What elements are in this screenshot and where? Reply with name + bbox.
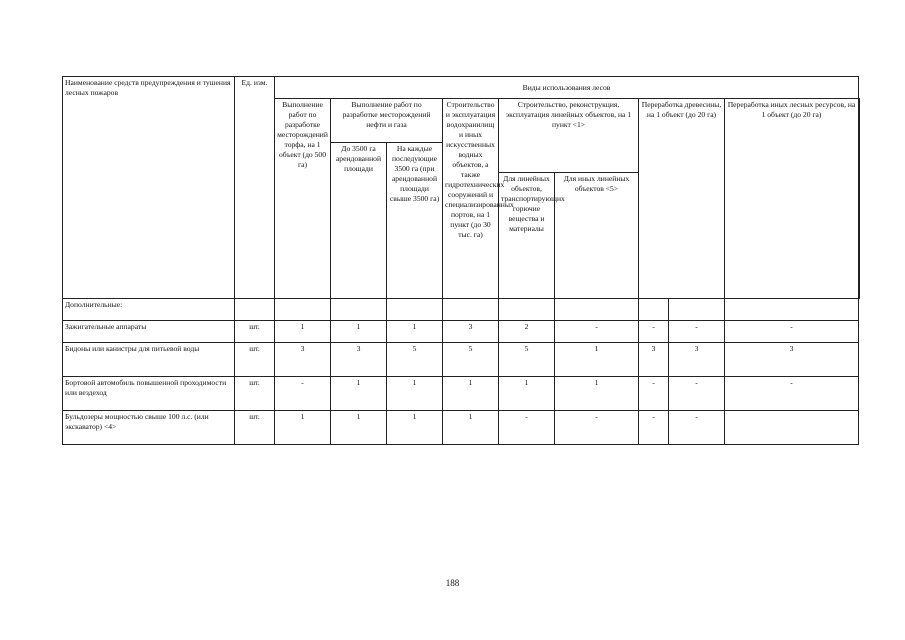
cell-value: - — [725, 321, 859, 343]
cell-value: 1 — [387, 321, 443, 343]
cell-value: - — [555, 321, 639, 343]
row-unit: шт. — [235, 377, 275, 411]
forest-fire-equipment-table — [62, 76, 860, 445]
cell-value: - — [639, 377, 669, 411]
row-unit: шт. — [235, 321, 275, 343]
header-oilgas-a: До 3500 га арендованной площади — [331, 143, 387, 299]
cell-value: 1 — [331, 321, 387, 343]
cell-value: 5 — [499, 343, 555, 377]
cell-value: 1 — [555, 377, 639, 411]
cell-value: 2 — [499, 321, 555, 343]
cell-value: 1 — [443, 411, 499, 445]
header-oilgas-b: На каждые последующие 3500 га (при арендованной площади свыше 3500 га) — [387, 143, 443, 299]
header-linear-a: Для линейных объектов, транспортирующих горючие вещества и материалы — [499, 173, 555, 299]
cell-value: 1 — [331, 377, 387, 411]
cell-value: - — [669, 377, 725, 411]
row-name: Бульдозеры мощностью свыше 100 л.с. (или экскаватор) <4> — [63, 411, 235, 445]
cell-value: 3 — [443, 321, 499, 343]
cell-value: - — [669, 411, 725, 445]
section-label: Дополнительные: — [63, 299, 235, 321]
cell-value: 5 — [387, 343, 443, 377]
cell-value: - — [555, 411, 639, 445]
cell-value: 1 — [555, 343, 639, 377]
header-peat: Выполнение работ по разработке месторождений торфа, на 1 объект (до 500 га) — [275, 99, 331, 299]
cell-value: 5 — [443, 343, 499, 377]
cell-value — [725, 411, 859, 445]
header-oilgas: Выполнение работ по разработке месторождений нефти и газа — [331, 99, 443, 143]
table-row — [63, 343, 860, 377]
page-number: 188 — [445, 578, 460, 588]
cell-value: 1 — [275, 321, 331, 343]
section-row — [63, 299, 860, 321]
cell-value: 1 — [275, 411, 331, 445]
header-name: Наименование средств предупреждения и тушения лесных пожаров — [63, 77, 235, 299]
row-name: Бидоны или канистры для питьевой воды — [63, 343, 235, 377]
cell-value: - — [639, 411, 669, 445]
cell-value: - — [669, 321, 725, 343]
row-name: Зажигательные аппараты — [63, 321, 235, 343]
cell-value: 1 — [499, 377, 555, 411]
header-linear: Строительство, реконструкция, эксплуатация линейных объектов, на 1 пункт <1> — [499, 99, 639, 173]
cell-value: 3 — [275, 343, 331, 377]
cell-value: 1 — [387, 377, 443, 411]
cell-value: - — [499, 411, 555, 445]
cell-value: 3 — [331, 343, 387, 377]
cell-value: - — [275, 377, 331, 411]
cell-value: 1 — [443, 377, 499, 411]
row-unit: шт. — [235, 411, 275, 445]
header-group-title: Виды использования лесов — [275, 77, 859, 99]
cell-value: 1 — [387, 411, 443, 445]
table-row — [63, 377, 860, 411]
header-other: Переработка иных лесных ресурсов, на 1 объект (до 20 га) — [725, 99, 859, 299]
table-row — [63, 411, 860, 445]
header-wood: Переработка древесины, на 1 объект (до 20 га) — [639, 99, 725, 299]
cell-value: - — [639, 321, 669, 343]
header-religion — [859, 99, 860, 299]
row-name: Бортовой автомобиль повышенной проходимости или вездеход — [63, 377, 235, 411]
header-unit: Ед. изм. — [235, 77, 275, 299]
row-unit: шт. — [235, 343, 275, 377]
header-reservoirs: Строительство и эксплуатация водохранилищ и иных искусственных водных объектов, а также гидротехнических сооружений и специализированных портов, на 1 пункт (до 30 тыс. га) — [443, 99, 499, 299]
cell-value: 3 — [639, 343, 669, 377]
cell-value: - — [725, 377, 859, 411]
header-linear-b: Для иных линейных объектов <5> — [555, 173, 639, 299]
cell-value: 3 — [669, 343, 725, 377]
cell-value: 3 — [725, 343, 859, 377]
table-row — [63, 321, 860, 343]
cell-value: 1 — [331, 411, 387, 445]
